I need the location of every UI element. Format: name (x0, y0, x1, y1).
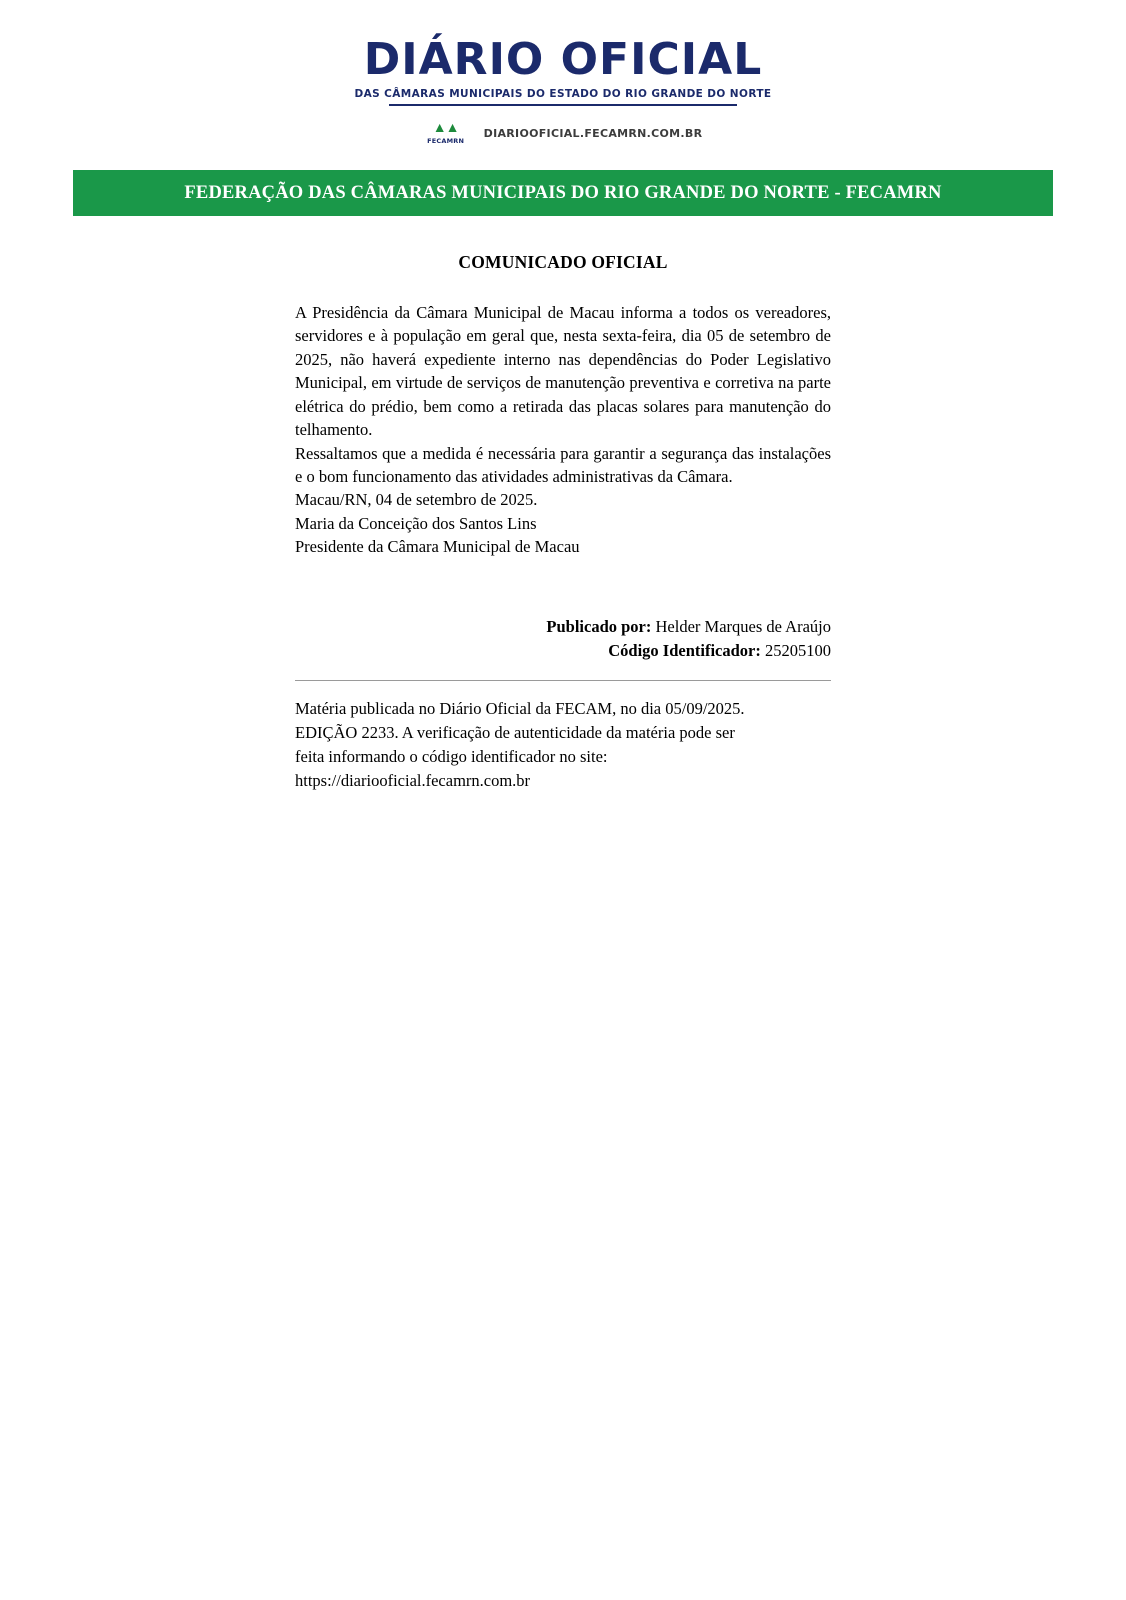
paragraph-2: Ressaltamos que a medida é necessária para garantir a segurança das instalações e o bom funcionamento das atividades administrativas da Câmara. (295, 443, 831, 486)
published-by-row (295, 615, 831, 639)
publication-info (295, 615, 831, 663)
published-by-value: Helder Marques de Araújo (655, 616, 831, 636)
federation-banner (73, 170, 1053, 216)
fecamrn-logo (424, 120, 468, 146)
site-url: DIARIOOFICIAL.FECAMRN.COM.BR (483, 126, 703, 140)
page-title: COMUNICADO OFICIAL (458, 252, 668, 272)
leaf-icon: ▲▲ (432, 120, 459, 136)
federation-banner-text: FEDERAÇÃO DAS CÂMARAS MUNICIPAIS DO RIO GRANDE DO NORTE - FECAMRN (184, 182, 942, 203)
document-content (295, 216, 831, 662)
published-by-label: Publicado por: (546, 616, 652, 636)
masthead-rule (389, 104, 737, 106)
paragraph-1: A Presidência da Câmara Municipal de Macau informa a todos os vereadores, servidores e à população em geral que, nesta sexta-feira, dia 05 de setembro de 2025, não haverá expediente interno nas dependências do Poder Legislativo Municipal, em virtude de serviços de manutenção preventiva e corretiva na parte elétrica do prédio, bem como a retirada das placas solares para manutenção do telhamento. (295, 303, 831, 440)
footer-line-2: EDIÇÃO 2233. A verificação de autenticidade da matéria pode ser (295, 723, 735, 743)
footer-site-link[interactable]: https://diariooficial.fecamrn.com.br (295, 771, 531, 791)
footer-line-3: feita informando o código identificador no site: (295, 747, 608, 767)
identifier-code-value: 25205100 (765, 640, 831, 660)
masthead-subtitle: DAS CÂMARAS MUNICIPAIS DO ESTADO DO RIO GRANDE DO NORTE (354, 88, 772, 100)
identifier-code-row (295, 639, 831, 663)
footer-divider (295, 680, 831, 681)
masthead-secondary-row (0, 120, 1126, 146)
footer-note (295, 697, 831, 793)
paragraph-signatory-role: Presidente da Câmara Municipal de Macau (295, 537, 580, 557)
document-body (295, 301, 831, 559)
identifier-code-label: Código Identificador: (608, 640, 761, 660)
paragraph-date: Macau/RN, 04 de setembro de 2025. (295, 490, 538, 510)
logo-label: FECAMRN (427, 136, 465, 145)
masthead-title: DIÁRIO OFICIAL (363, 34, 763, 85)
paragraph-signatory-name: Maria da Conceição dos Santos Lins (295, 513, 537, 533)
footer-line-1: Matéria publicada no Diário Oficial da FECAM, no dia 05/09/2025. (295, 699, 745, 719)
masthead (0, 0, 1126, 146)
